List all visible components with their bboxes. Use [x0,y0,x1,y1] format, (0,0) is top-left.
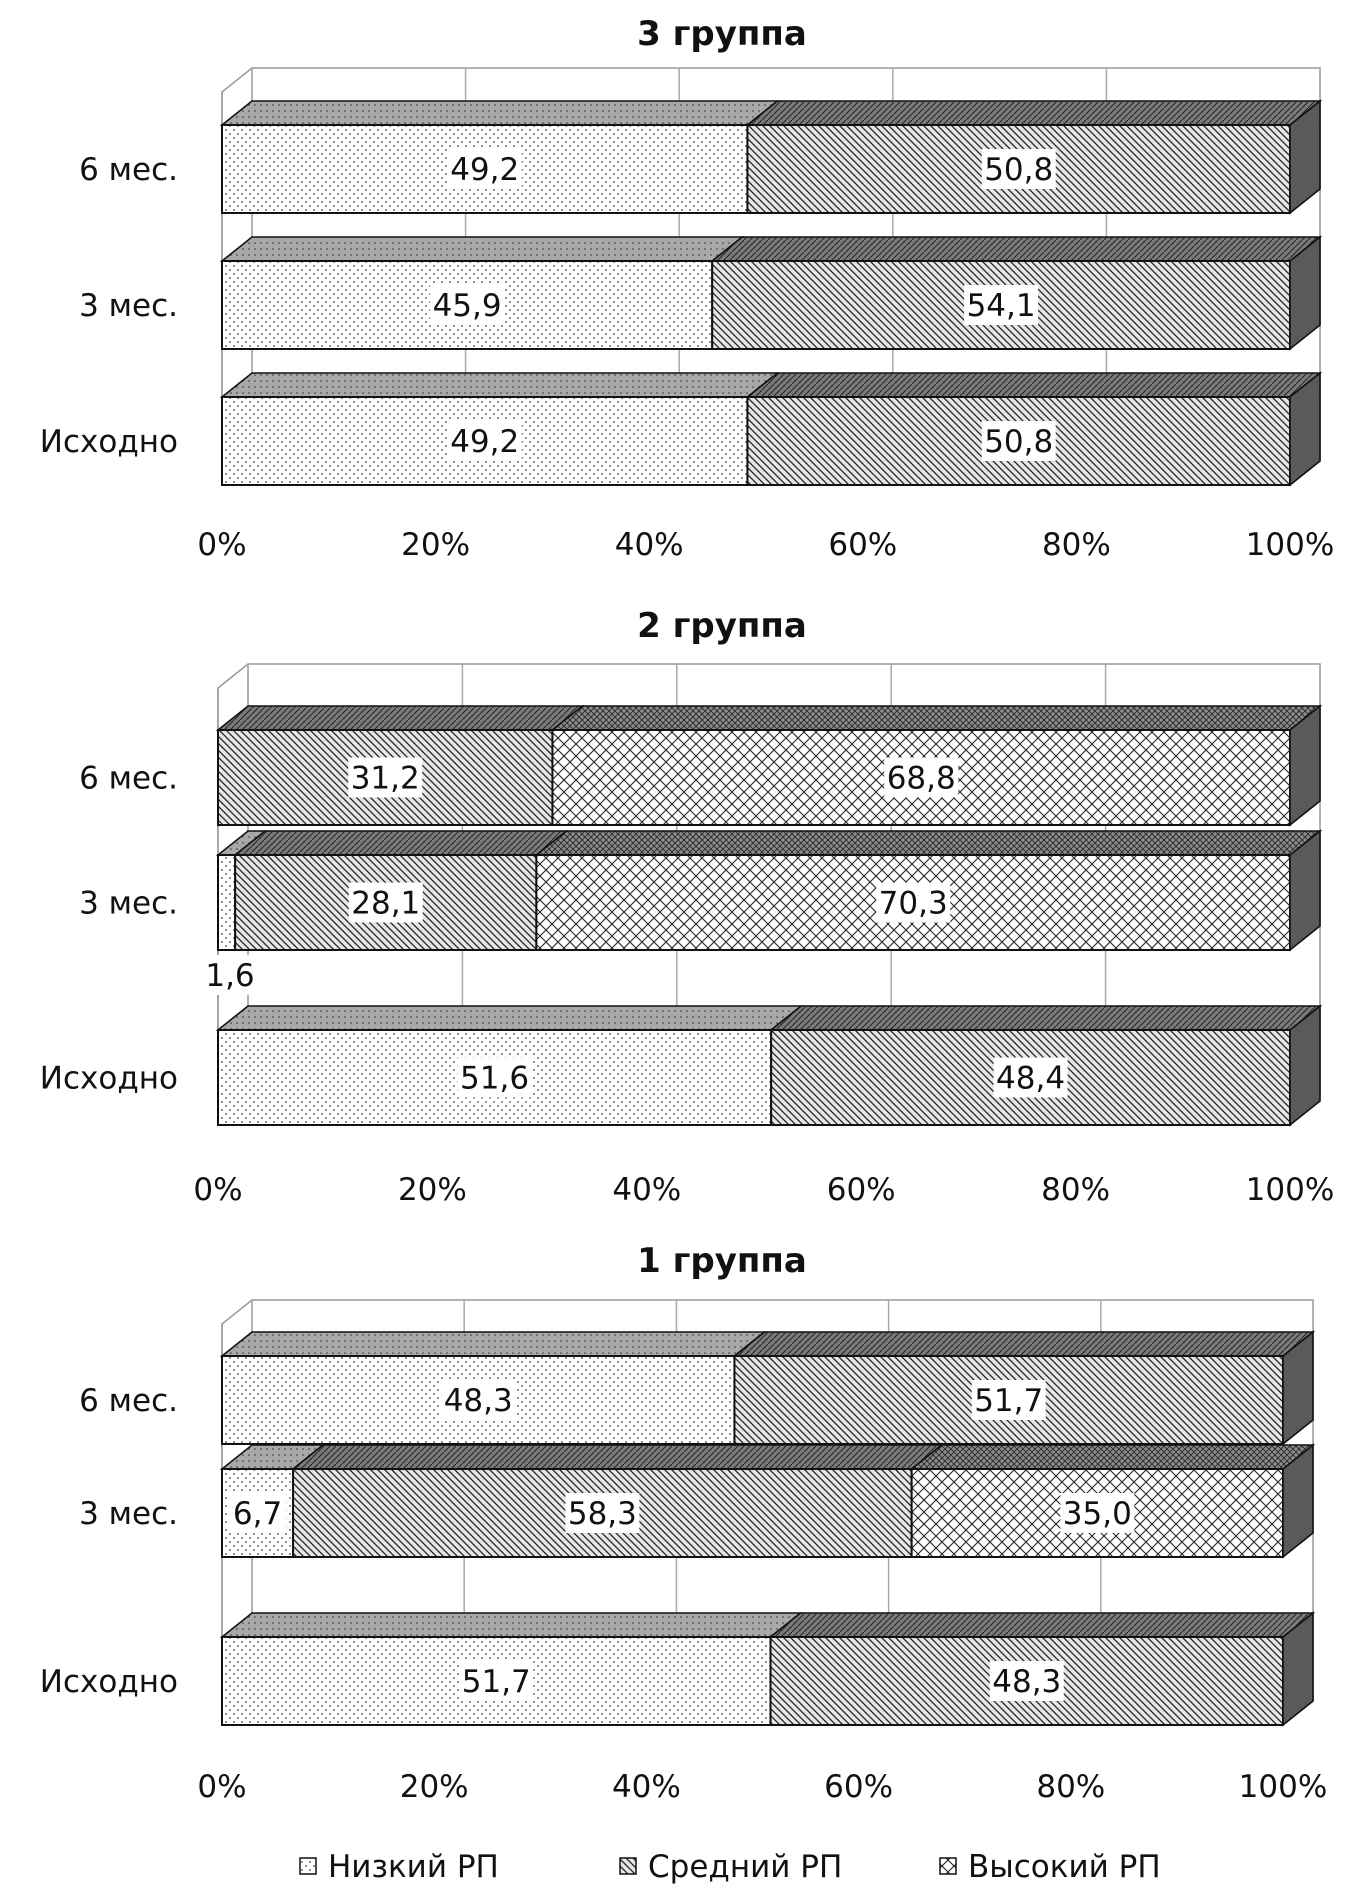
x-tick-label: 0% [197,1769,247,1805]
data-label: 49,2 [450,424,520,460]
data-label: 49,2 [450,152,520,188]
bar-segment-top [222,1613,801,1637]
legend-label: Средний РП [648,1849,843,1885]
bar-segment [218,855,235,950]
chart-panel [40,14,1335,563]
data-label: 51,6 [460,1060,530,1097]
chart-panel [40,1241,1328,1805]
category-label: 6 мес. [79,760,178,797]
bar-segment-top [771,1613,1313,1637]
bar-segment-top [712,237,1320,261]
legend [300,1849,1161,1885]
data-label: 28,1 [351,885,421,922]
category-label: Исходно [39,424,178,460]
data-label: 6,7 [232,1496,283,1532]
x-tick-label: 80% [1041,527,1111,563]
chart-title: 2 группа [637,606,807,646]
data-label: 35,0 [1062,1496,1132,1532]
data-label: 68,8 [886,760,956,797]
data-label: 50,8 [984,152,1054,188]
data-label: 48,4 [996,1060,1066,1097]
bar-segment-top [747,101,1320,125]
legend-swatch [940,1858,956,1874]
category-label: 3 мес. [79,1496,178,1532]
data-label: 48,3 [443,1383,513,1419]
bar-segment-top [552,706,1320,730]
chart-title: 1 группа [637,1241,807,1281]
x-tick-label: 20% [399,1769,469,1805]
chart-title: 3 группа [637,14,807,54]
bar-segment-top [912,1445,1313,1469]
legend-label: Высокий РП [968,1849,1161,1885]
data-label: 51,7 [461,1664,531,1700]
category-label: 6 мес. [79,152,178,188]
bar-segment-top [218,706,582,730]
legend-item [940,1849,1161,1885]
bar-segment-top [222,101,777,125]
category-label: Исходно [39,1664,178,1700]
legend-item [300,1849,499,1885]
x-tick-label: 40% [611,1769,681,1805]
data-label: 48,3 [992,1664,1062,1700]
x-tick-label: 0% [197,527,247,563]
category-label: 3 мес. [79,885,178,922]
bar-segment-top [536,831,1320,855]
legend-swatch [300,1858,316,1874]
x-tick-label: 100% [1245,1172,1335,1208]
data-label: 1,6 [205,958,255,994]
data-label: 50,8 [984,424,1054,460]
x-tick-label: 100% [1238,1769,1328,1805]
legend-label: Низкий РП [328,1849,499,1885]
x-tick-label: 60% [828,527,898,563]
bar-segment-top [218,1006,801,1030]
data-label: 70,3 [878,885,948,922]
x-tick-label: 60% [826,1172,896,1208]
bar-segment-top [734,1332,1313,1356]
x-tick-label: 20% [401,527,471,563]
x-tick-label: 20% [397,1172,467,1208]
x-tick-label: 80% [1036,1769,1106,1805]
bar-segment-top [293,1445,942,1469]
category-label: 6 мес. [79,1383,178,1419]
bar-segment-top [222,1332,764,1356]
chart-panel [40,606,1335,1208]
bar-segment-top [235,831,566,855]
bar-segment-top [747,373,1320,397]
data-label: 31,2 [350,760,420,797]
category-label: Исходно [39,1060,178,1097]
x-tick-label: 100% [1245,527,1335,563]
category-label: 3 мес. [79,288,178,324]
data-label: 58,3 [567,1496,637,1532]
x-tick-label: 0% [193,1172,243,1208]
x-tick-label: 60% [824,1769,894,1805]
bar-segment-top [222,373,777,397]
data-label: 54,1 [966,288,1036,324]
bar-segment-top [222,237,742,261]
bar-segment-top [771,1006,1320,1030]
x-tick-label: 40% [614,527,684,563]
x-tick-label: 80% [1041,1172,1111,1208]
x-tick-label: 40% [612,1172,682,1208]
legend-item [620,1849,842,1885]
legend-swatch [620,1858,636,1874]
data-label: 45,9 [432,288,502,324]
data-label: 51,7 [974,1383,1044,1419]
